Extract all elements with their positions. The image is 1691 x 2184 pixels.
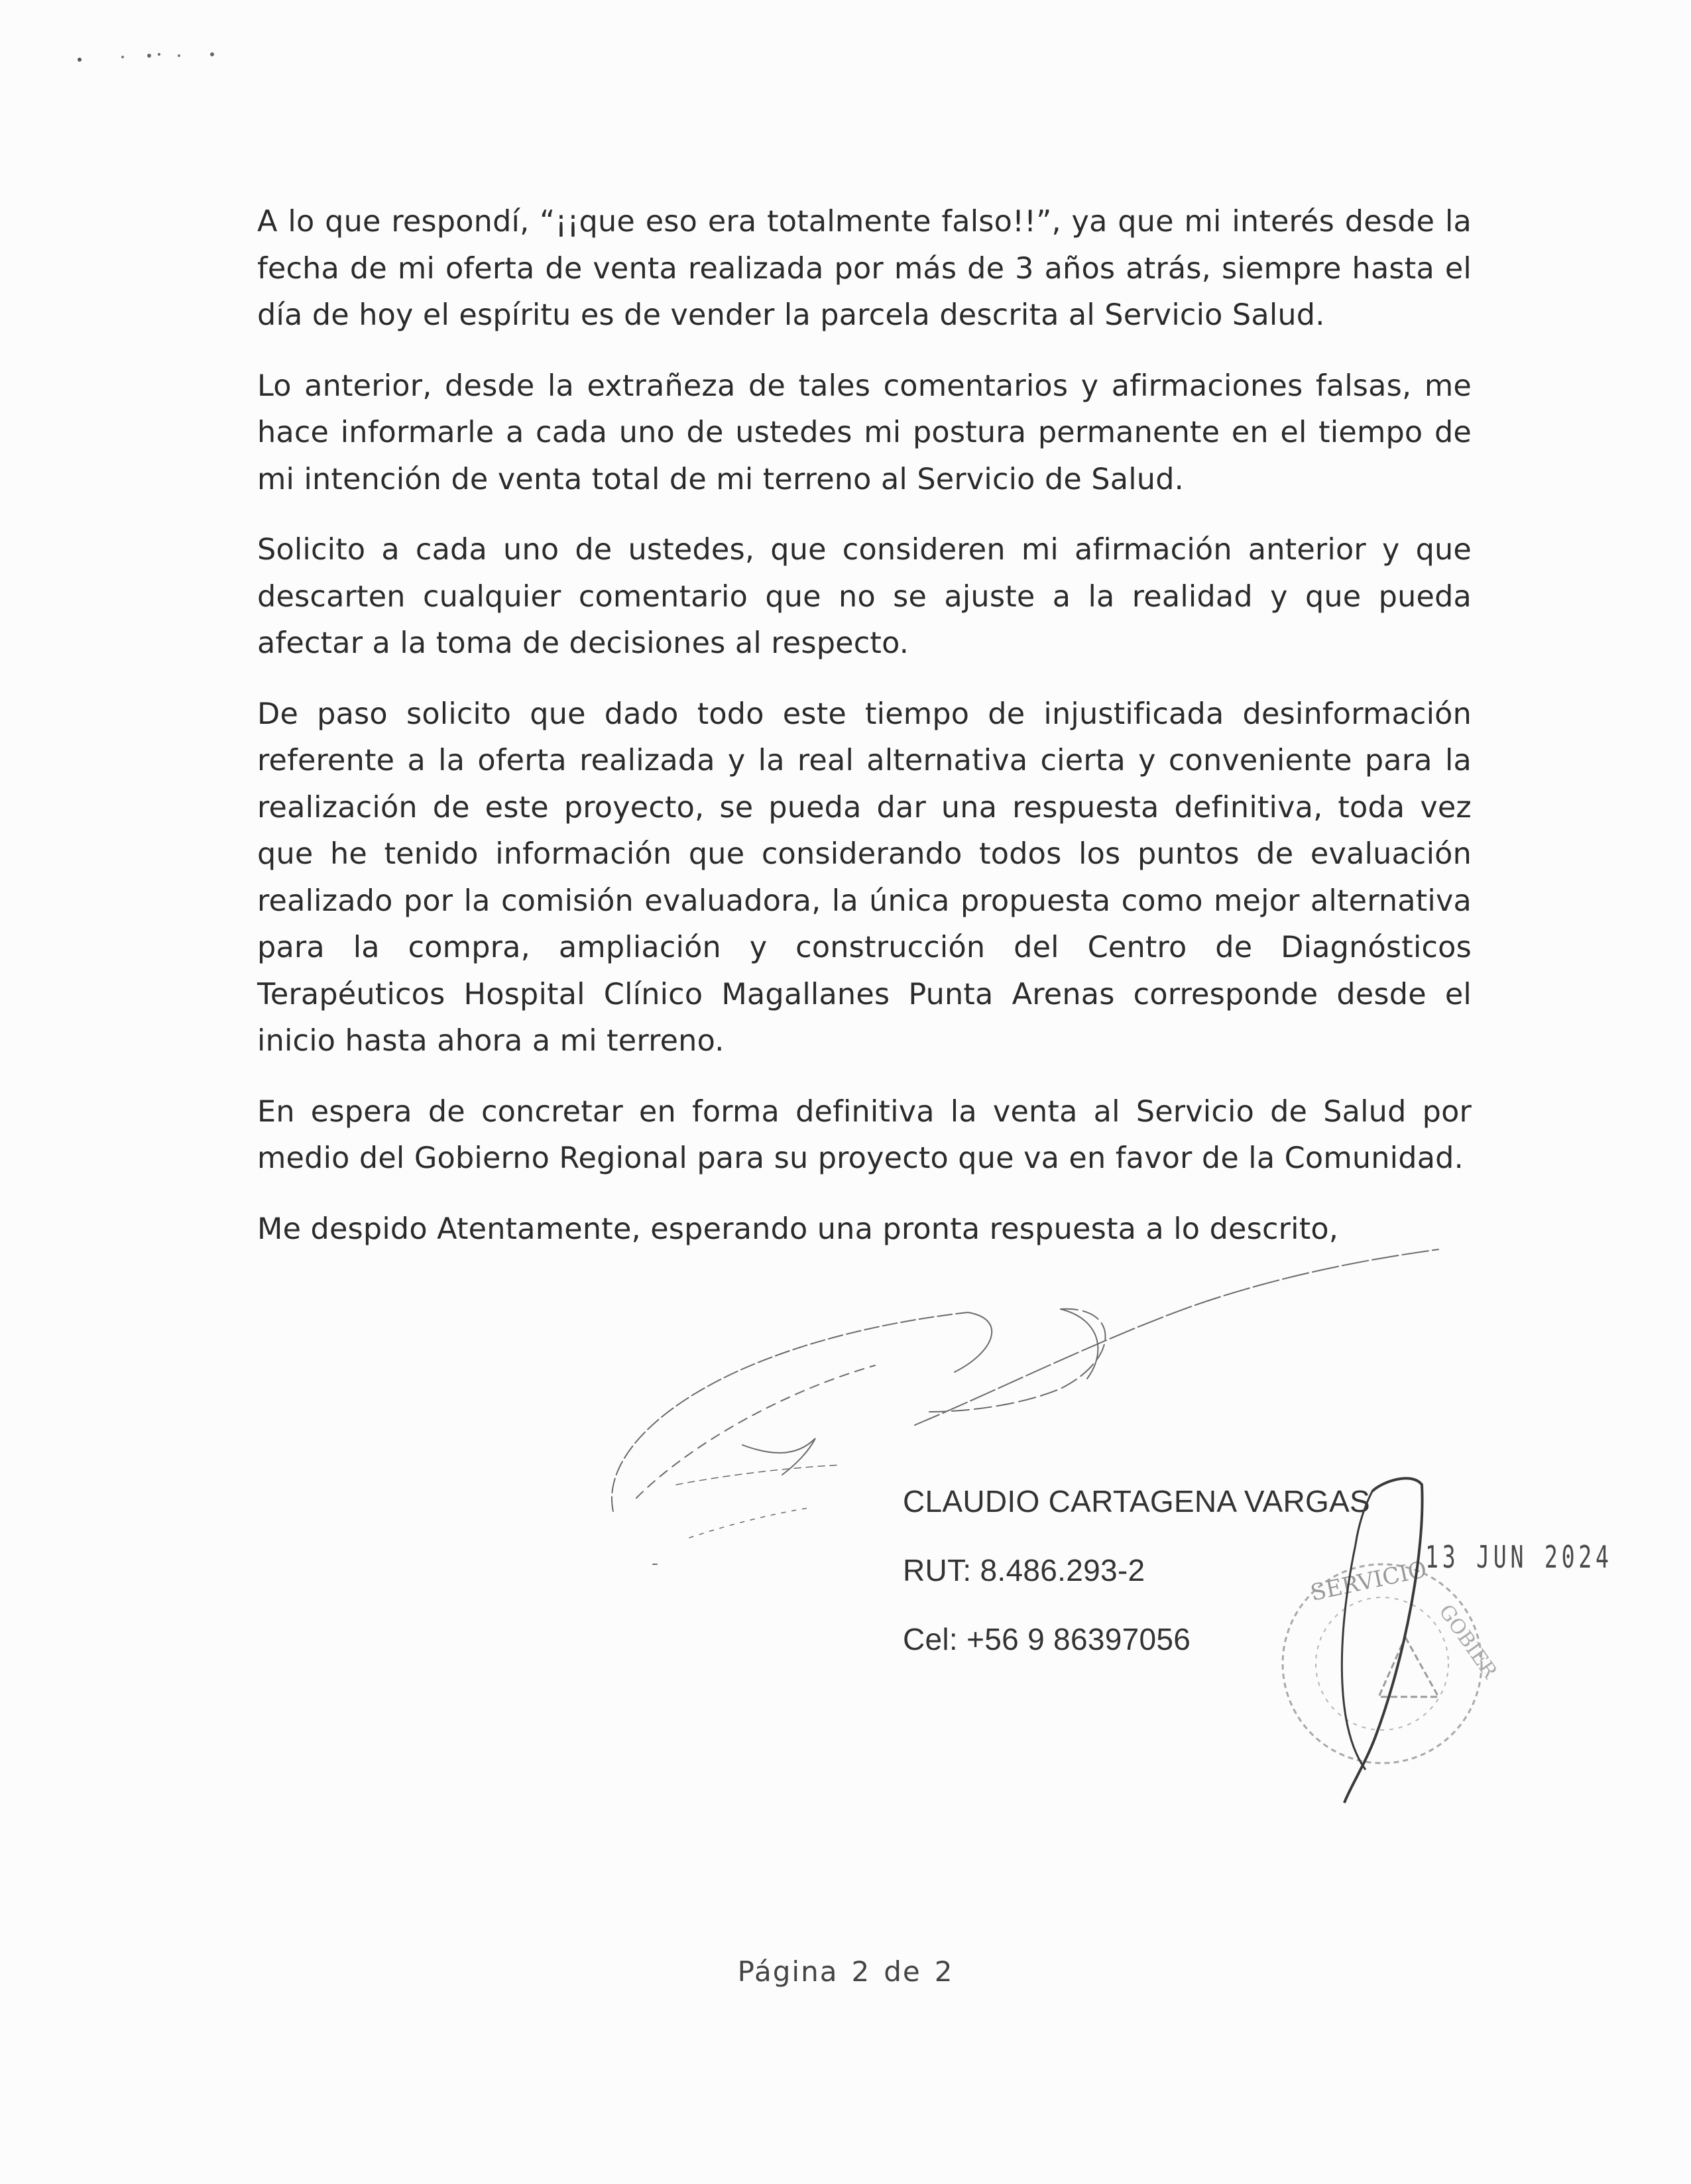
reception-seal-stamp <box>1240 1458 1531 1810</box>
page-number <box>0 1955 1691 1988</box>
scan-marks <box>60 40 259 119</box>
paragraph: Lo anterior, desde la extrañeza de tales comentarios y afirmaciones falsas, me hace informarle a cada uno de ustedes mi postura permanente en el tiempo de mi intención de venta total de mi terreno al Servicio de Salud. <box>257 369 1472 496</box>
signer-name: CLAUDIO CARTAGENA VARGAS <box>903 1484 1371 1519</box>
svg-text:GOBIER: GOBIER <box>1434 1600 1501 1683</box>
svg-text:SERVICIO: SERVICIO <box>1308 1556 1429 1607</box>
signer-phone: Cel: +56 9 86397056 <box>903 1622 1191 1656</box>
page-of: de <box>884 1955 921 1988</box>
paragraph: En espera de concretar en forma definitiva la venta al Servicio de Salud por medio del Gobierno Regional para su proyecto que va en favor de la Comunidad. <box>257 1094 1472 1175</box>
date-stamp: 13 JUN 2024 <box>1425 1539 1613 1575</box>
signer-rut: RUT: 8.486.293-2 <box>903 1553 1145 1587</box>
page-total: 2 <box>934 1955 954 1988</box>
closing-line: Me despido Atentamente, esperando una pronta respuesta a lo descrito, <box>257 1212 1339 1246</box>
page-word: Página <box>737 1955 839 1988</box>
paragraph: De paso solicito que dado todo este tiempo de injustificada desinformación referente a la oferta realizada y la real alternativa cierta y conveniente para la realización de este proyecto, se pueda dar una respuesta definitiva, toda vez que he tenido información que considerando todos los puntos de evaluación realizado por la comisión evaluadora, la única propuesta como mejor alternativa para la compra, ampliación y construcción del Centro de Diagnósticos Terapéuticos Hospital Clínico Magallanes Punta Arenas corresponde desde el inicio hasta ahora a mi terreno. <box>257 697 1472 1058</box>
letter-body <box>257 199 1472 1277</box>
paragraph: A lo que respondí, “¡¡que eso era totalmente falso!!”, ya que mi interés desde la fecha de mi oferta de venta realizada por más de 3 años atrás, siempre hasta el día de hoy el espíritu es de vender la parcela descrita al Servicio Salud. <box>257 205 1472 332</box>
paragraph: Solicito a cada uno de ustedes, que consideren mi afirmación anterior y que descarten cualquier comentario que no se ajuste a la realidad y que pueda afectar a la toma de decisiones al respecto. <box>257 533 1472 660</box>
page-current: 2 <box>851 1955 871 1988</box>
